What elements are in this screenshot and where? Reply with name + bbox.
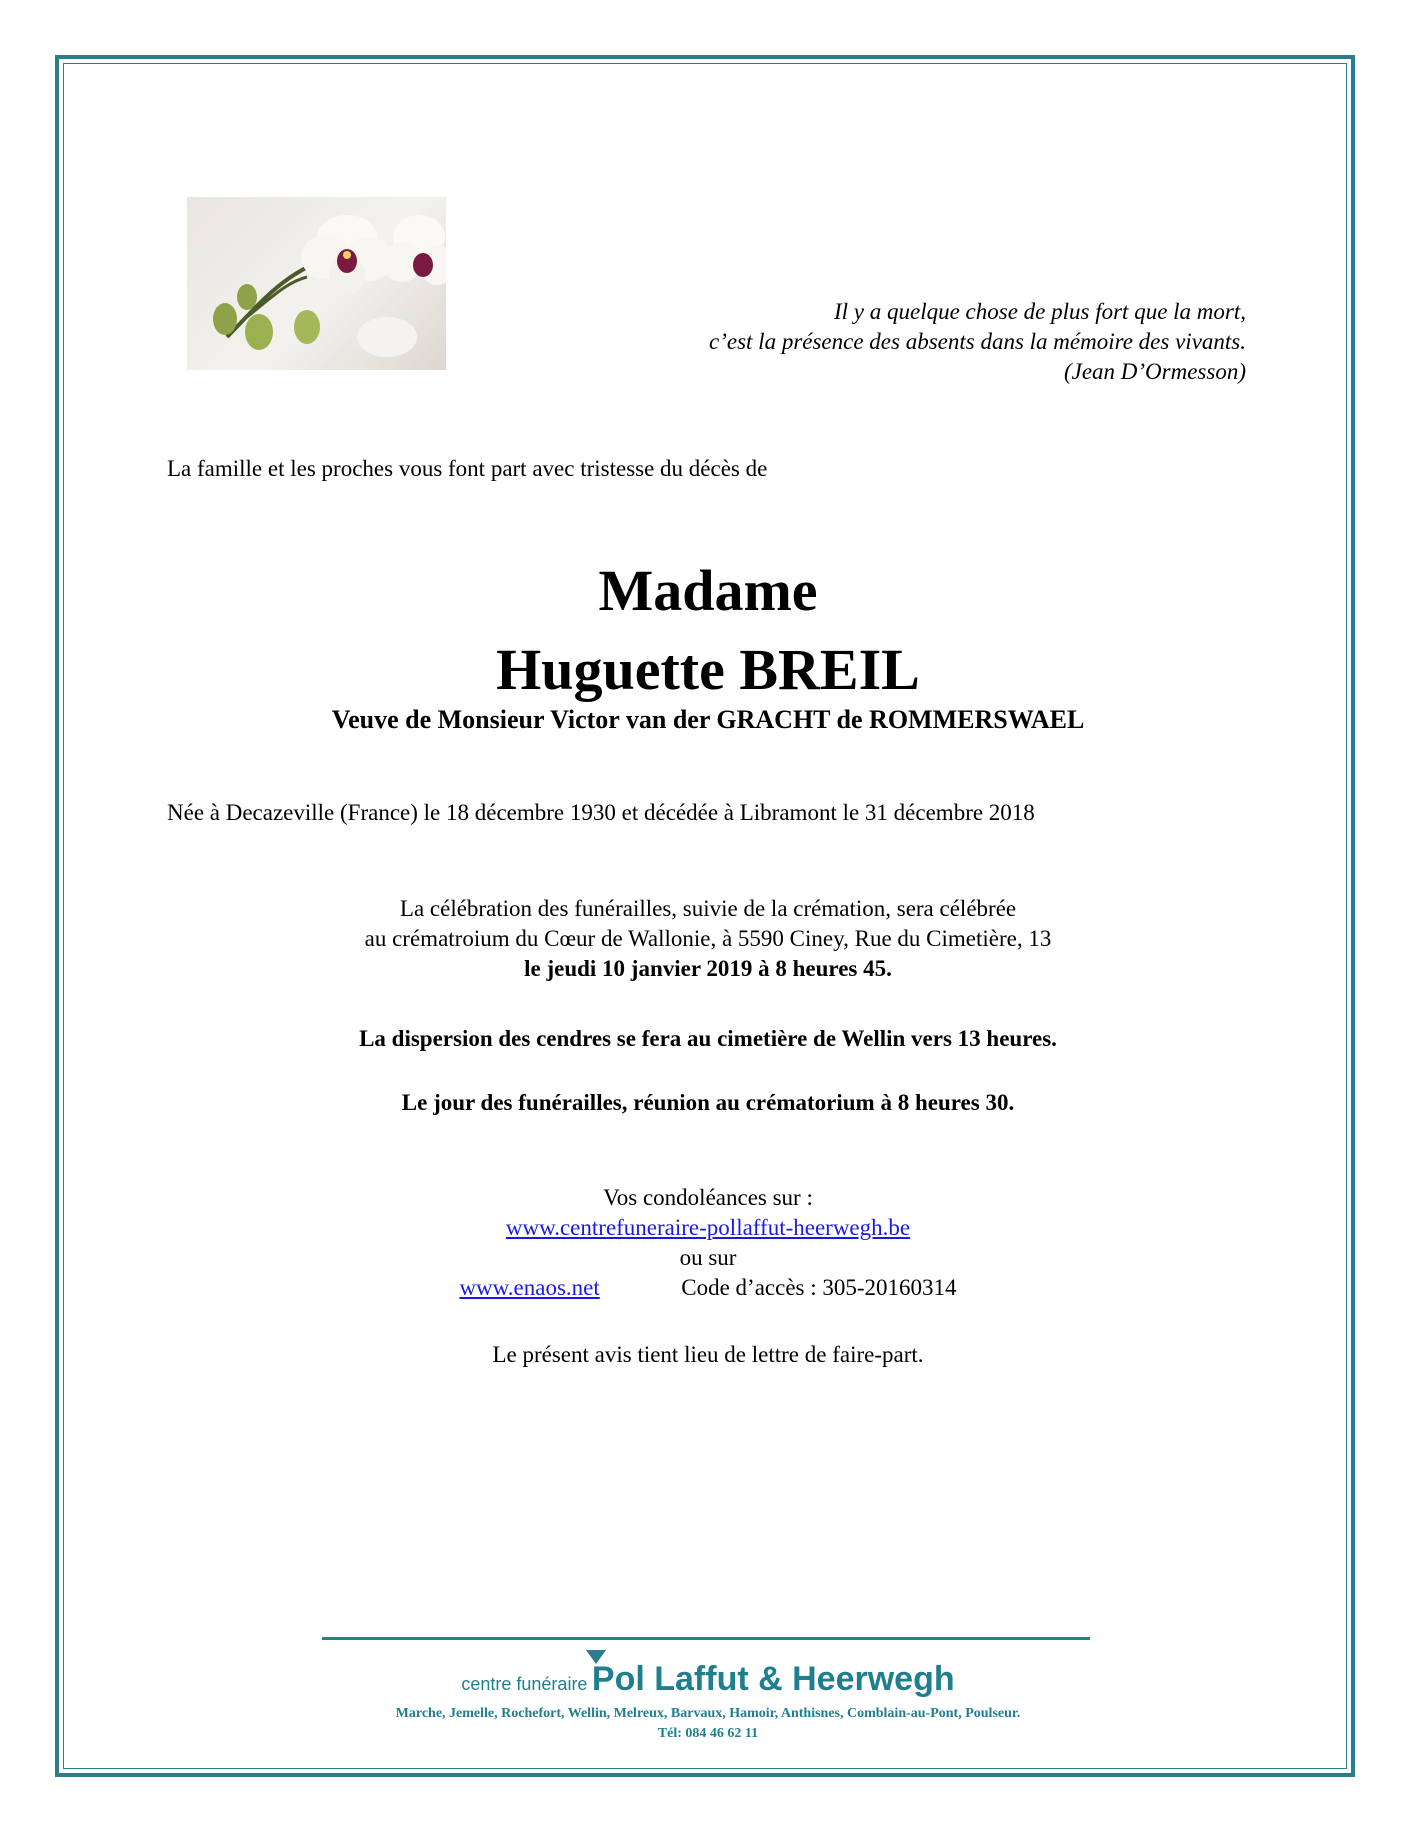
meeting-text: Le jour des funérailles, réunion au crématorium à 8 heures 30. [401,1090,1015,1115]
intro-text: La famille et les proches vous font part avec tristesse du décès de [167,456,768,481]
birth-death-text: Née à Decazeville (France) le 18 décembre 1930 et décédée à Libramont le 31 décembre 2018 [167,800,1035,825]
notice-text: Le présent avis tient lieu de lettre de faire-part. [492,1342,924,1367]
access-code: Code d’accès : 305-20160314 [681,1275,957,1300]
ceremony-block [0,894,1416,984]
condolences-label: Vos condoléances sur : [603,1185,813,1210]
quote-line-1: Il y a quelque chose de plus fort que la mort, [833,299,1246,324]
orchid-image [187,197,446,370]
deceased-title: Madame [598,558,818,623]
deceased-name: Huguette BREIL [496,637,920,702]
footer-tel: Tél: 084 46 62 11 [657,1726,759,1741]
ceremony-date: le jeudi 10 janvier 2019 à 8 heures 45. [524,956,892,981]
footer-brand-small: centre funéraire [461,1674,588,1694]
footer-towns: Marche, Jemelle, Rochefort, Wellin, Melreux, Barvaux, Hamoir, Anthisnes, Comblain-au-Pont, Poulseur. [395,1706,1021,1721]
condolences-link-1[interactable]: www.centrefuneraire-pollaffut-heerwegh.be [505,1215,911,1240]
condolences-link-2[interactable]: www.enaos.net [459,1275,600,1300]
footer-brand [0,1660,1416,1699]
quote-author: (Jean D’Ormesson) [1063,359,1246,384]
ceremony-line-2: au crématroium du Cœur de Wallonie, à 5590 Ciney, Rue du Cimetière, 13 [364,926,1052,951]
quote-line-2: c’est la présence des absents dans la mémoire des vivants. [709,329,1246,354]
ashes-text: La dispersion des cendres se fera au cimetière de Wellin vers 13 heures. [359,1026,1057,1051]
widow-of: Veuve de Monsieur Victor van der GRACHT de ROMMERSWAEL [331,705,1085,734]
footer-brand-name: Pol Laffut & Heerwegh [591,1660,955,1698]
condolences-or: ou sur [679,1245,737,1270]
condolences-block [0,1183,1416,1303]
ceremony-line-1: La célébration des funérailles, suivie de la crémation, sera célébrée [399,896,1017,921]
footer-divider [322,1637,1090,1640]
quote [709,297,1246,387]
